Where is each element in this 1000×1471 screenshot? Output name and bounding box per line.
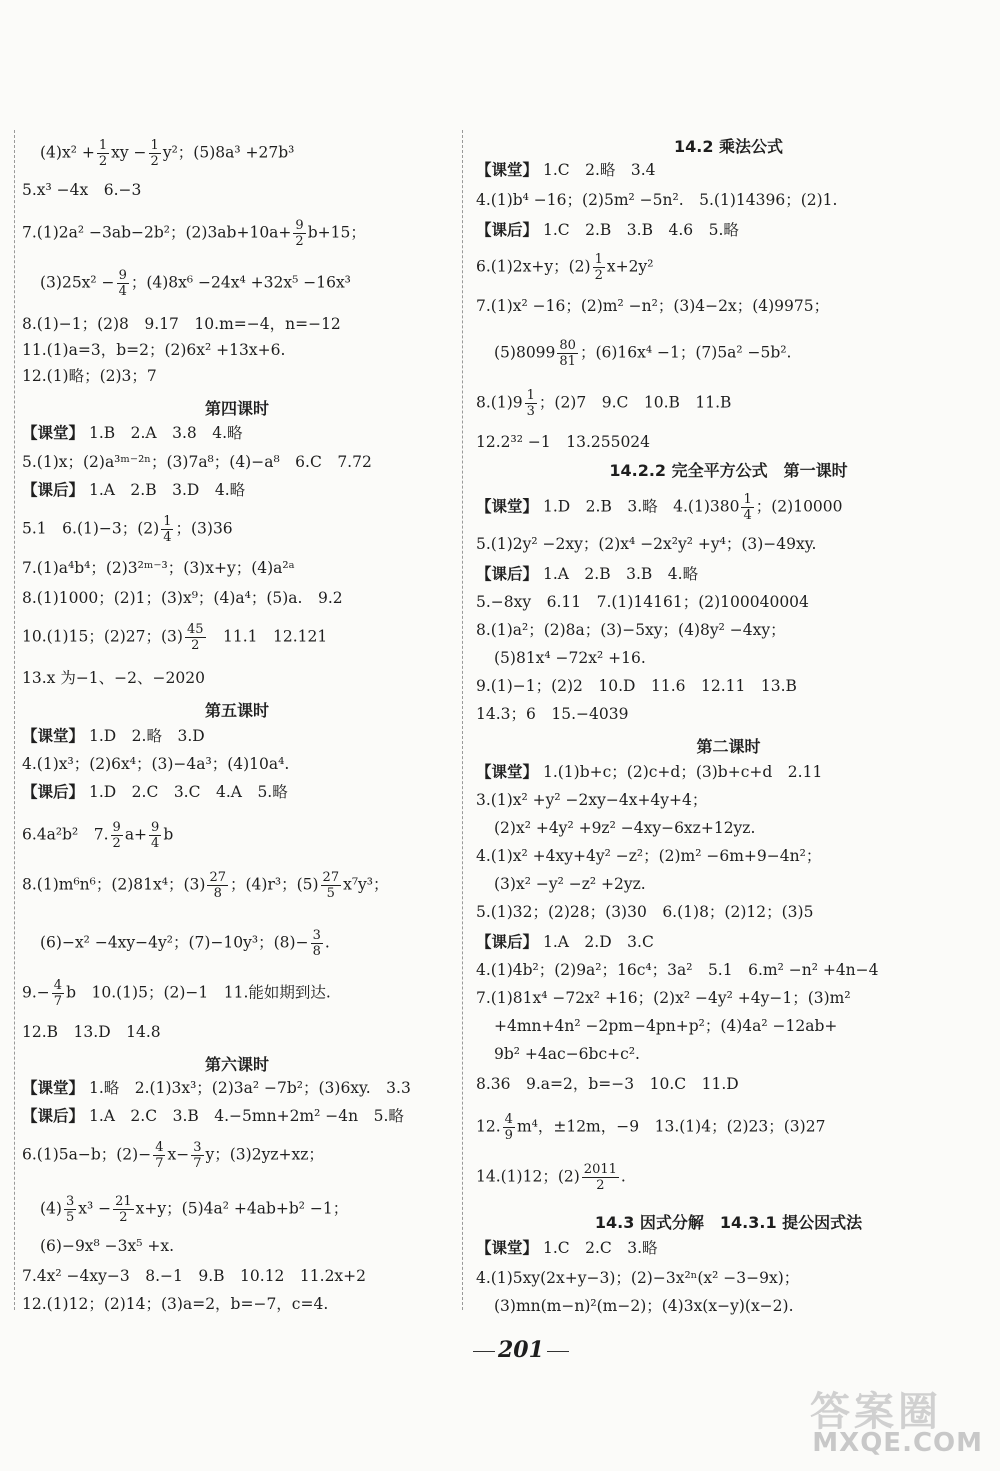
watermark	[770, 1380, 995, 1466]
answer-line: 5.1 6.(1)−3；(2) $\frac{1}{4}$ ；(3)36	[22, 514, 233, 545]
fraction: $\frac{9}{4}$	[118, 268, 127, 299]
fraction: $\frac{1}{4}$	[163, 514, 172, 545]
answer-line: 8.(1)a²；(2)8a；(3)−5xy；(4)8y² −4xy；	[476, 621, 786, 639]
answer-line: (6)−x² −4xy−4y²；(7)−10y³；(8)− $\frac{3}{8}$ .	[40, 928, 330, 959]
answer-line: 【课堂】 1.(1)b+c；(2)c+d；(3)b+c+d 2.11	[476, 763, 823, 781]
section-heading: 14.2.2 完全平方公式 第一课时	[609, 461, 848, 480]
answer-line: 5.−8xy 6.11 7.(1)14161；(2)100040004	[476, 593, 809, 611]
answer-line: (6)−9x⁸ −3x⁵ +x.	[40, 1237, 175, 1255]
section-heading: 第四课时	[204, 399, 269, 418]
answer-line: 8.(1)9 $\frac{1}{3}$ ；(2)7 9.C 10.B 11.B	[476, 388, 732, 419]
answer-line: 7.(1)x² −16；(2)m² −n²；(3)4−2x；(4)9975；	[476, 297, 830, 315]
answer-line: (3)x² −y² −z² +2yz.	[494, 875, 646, 893]
section-heading: 第五课时	[204, 701, 269, 720]
section-heading: 第二课时	[696, 737, 761, 756]
fraction: $\frac{1}{2}$	[150, 138, 159, 169]
answer-line: 13.x 为−1、−2、−2020	[22, 669, 205, 687]
page-number: 201	[470, 1337, 572, 1363]
answer-line: 【课堂】 1.B 2.A 3.8 4.略	[22, 424, 243, 442]
answer-line: 【课堂】 1.C 2.略 3.4	[476, 161, 656, 179]
answer-line: (5)81x⁴ −72x² +16.	[494, 649, 646, 667]
answer-line: (4) $\frac{3}{5}$ x³ − $\frac{21}{2}$ x+y；(5)4a² +4ab+b² −1；	[40, 1194, 349, 1225]
fraction: $\frac{3}{5}$	[65, 1194, 75, 1225]
answer-line: 4.(1)5xy(2x+y−3)；(2)−3x²ⁿ(x² −3−9x)；	[476, 1269, 800, 1287]
answer-line: 3.(1)x² +y² −2xy−4x+4y+4；	[476, 791, 708, 809]
answer-line: (3)mn(m−n)²(m−2)；(4)3x(x−y)(x−2).	[494, 1297, 794, 1315]
section-heading: 14.2 乘法公式	[673, 137, 784, 156]
answer-line: 7.(1)81x⁴ −72x² +16；(2)x² −4y² +4y−1；(3)m²	[476, 989, 851, 1007]
answer-line: 12.2³² −1 13.255024	[476, 433, 651, 451]
answer-line: 8.36 9.a=2，b=−3 10.C 11.D	[476, 1075, 739, 1093]
answer-line: 9.(1)−1；(2)2 10.D 11.6 12.11 13.B	[476, 677, 797, 695]
answer-line: 【课后】 1.A 2.B 3.B 4.略	[476, 565, 699, 583]
answer-line: 9.− $\frac{4}{7}$ b 10.(1)5；(2)−1 11.能如期到达.	[22, 978, 331, 1009]
answer-line: 【课后】 1.A 2.C 3.B 4.−5mn+2m² −4n 5.略	[22, 1107, 404, 1125]
answer-line: (3)25x² − $\frac{9}{4}$ ；(4)8x⁶ −24x⁴ +32x⁵ −16x³	[40, 268, 351, 299]
fraction: $\frac{3}{8}$	[312, 928, 321, 959]
fraction: $\frac{9}{2}$	[295, 218, 304, 249]
answer-line: 6.4a²b² 7. $\frac{9}{2}$ a+ $\frac{9}{4}$ b	[22, 820, 174, 851]
fraction: $\frac{1}{2}$	[98, 138, 108, 169]
fraction: $\frac{9}{2}$	[112, 820, 121, 851]
answer-line: (5)8099 $\frac{80}{81}$ ；(6)16x⁴ −1；(7)5a² −5b².	[494, 338, 792, 369]
fraction: $\frac{27}{8}$	[209, 870, 226, 901]
fraction: $\frac{1}{4}$	[743, 492, 752, 523]
answer-line: (2)x² +4y² +9z² −4xy−6xz+12yz.	[494, 819, 756, 837]
answer-line: 14.3；6 15.−4039	[476, 705, 629, 723]
answer-line: 【课堂】 1.C 2.C 3.略	[476, 1239, 658, 1257]
answer-line: 5.x³ −4x 6.−3	[22, 181, 142, 199]
section-heading: 14.3 因式分解 14.3.1 提公因式法	[594, 1213, 863, 1232]
answer-line: 【课后】 1.D 2.C 3.C 4.A 5.略	[22, 783, 288, 801]
answer-line: (4)x² + $\frac{1}{2}$ xy − $\frac{1}{2}$ y²；(5)8a³ +27b³	[40, 138, 295, 169]
answer-line: 9b² +4ac−6bc+c².	[494, 1045, 640, 1063]
answer-line: 4.(1)b⁴ −16；(2)5m² −5n². 5.(1)14396；(2)1.	[476, 191, 838, 209]
fraction: $\frac{80}{81}$	[559, 338, 576, 369]
fraction: $\frac{1}{2}$	[594, 252, 603, 283]
answer-line: 【课后】 1.A 2.B 3.D 4.略	[22, 481, 246, 499]
section-heading: 第六课时	[204, 1055, 269, 1074]
answer-line: 【课堂】 1.D 2.B 3.略 4.(1)380 $\frac{1}{4}$ ；(2)10000	[476, 492, 843, 523]
answer-line: 5.(1)x；(2)a³ᵐ⁻²ⁿ；(3)7a⁸；(4)−a⁸ 6.C 7.72	[22, 453, 372, 471]
answer-line: 7.(1)2a² −3ab−2b²；(2)3ab+10a+ $\frac{9}{2}$ b+15；	[22, 218, 366, 249]
fraction: $\frac{1}{3}$	[526, 388, 535, 419]
answer-line: 8.(1)m⁶n⁶；(2)81x⁴；(3) $\frac{27}{8}$ ；(4)r³；(5) $\frac{27}{5}$ x⁷y³；	[22, 870, 389, 901]
answer-line: 【课后】 1.A 2.D 3.C	[476, 933, 654, 951]
answer-line: 8.(1)1000；(2)1；(3)x⁹；(4)a⁴；(5)a. 9.2	[22, 589, 343, 607]
watermark-logo: 答案圈	[810, 1389, 942, 1435]
answer-line: 12.(1)略；(2)3；7	[22, 367, 157, 385]
answer-line: 14.(1)12；(2) $\frac{2011}{2}$ .	[476, 1162, 626, 1193]
fraction: $\frac{9}{4}$	[151, 820, 160, 851]
fraction: $\frac{4}{9}$	[504, 1112, 513, 1143]
left-margin-rule	[14, 130, 15, 1310]
answer-line: 12.B 13.D 14.8	[22, 1023, 161, 1041]
answer-line: 【课堂】 1.D 2.略 3.D	[22, 727, 205, 745]
answer-line: 7.(1)a⁴b⁴；(2)3²ᵐ⁻³；(3)x+y；(4)a²ᵃ	[22, 559, 295, 577]
answer-line: 12.(1)12；(2)14；(3)a=2，b=−7，c=4.	[22, 1295, 329, 1313]
answer-line: 7.4x² −4xy−3 8.−1 9.B 10.12 11.2x+2	[22, 1267, 367, 1285]
watermark-site: MXQE.COM	[812, 1428, 983, 1458]
answer-line: 5.(1)32；(2)28；(3)30 6.(1)8；(2)12；(3)5	[476, 903, 814, 921]
answer-line: 4.(1)x² +4xy+4y² −z²；(2)m² −6m+9−4n²；	[476, 847, 822, 865]
answer-line: +4mn+4n² −2pm−4pn+p²；(4)4a² −12ab+	[494, 1017, 838, 1035]
fraction: $\frac{21}{2}$	[115, 1194, 132, 1225]
answer-line: 11.(1)a=3，b=2；(2)6x² +13x+6.	[22, 341, 286, 359]
answer-line: 5.(1)2y² −2xy；(2)x⁴ −2x²y² +y⁴；(3)−49xy.	[476, 535, 817, 553]
fraction: $\frac{2011}{2}$	[583, 1162, 617, 1193]
fraction: $\frac{4}{7}$	[155, 1140, 164, 1171]
answer-line: 6.(1)2x+y；(2) $\frac{1}{2}$ x+2y²	[476, 252, 654, 283]
fraction: $\frac{45}{2}$	[186, 622, 204, 653]
answer-line: 4.(1)x³；(2)6x⁴；(3)−4a³；(4)10a⁴.	[22, 755, 290, 773]
answer-line: 【课后】 1.C 2.B 3.B 4.6 5.略	[476, 221, 739, 239]
answer-line: 8.(1)−1；(2)8 9.17 10.m=−4，n=−12	[22, 315, 341, 333]
fraction: $\frac{27}{5}$	[322, 870, 340, 901]
fraction: $\frac{4}{7}$	[53, 978, 63, 1009]
answer-line: 4.(1)4b²；(2)9a²；16c⁴；3a² 5.1 6.m² −n² +4n−4	[476, 961, 879, 979]
answer-line: 6.(1)5a−b；(2)− $\frac{4}{7}$ x− $\frac{3}{7}$ y；(3)2yz+xz；	[22, 1140, 324, 1171]
answer-line: 12. $\frac{4}{9}$ m⁴，±12m，−9 13.(1)4；(2)23；(3)27	[476, 1112, 826, 1143]
fraction: $\frac{3}{7}$	[193, 1140, 202, 1171]
column-divider	[462, 130, 463, 1310]
answer-line: 【课堂】 1.略 2.(1)3x³；(2)3a² −7b²；(3)6xy. 3.3	[22, 1079, 411, 1097]
answer-line: 10.(1)15；(2)27；(3) $\frac{45}{2}$ 11.1 12.121	[22, 622, 328, 653]
